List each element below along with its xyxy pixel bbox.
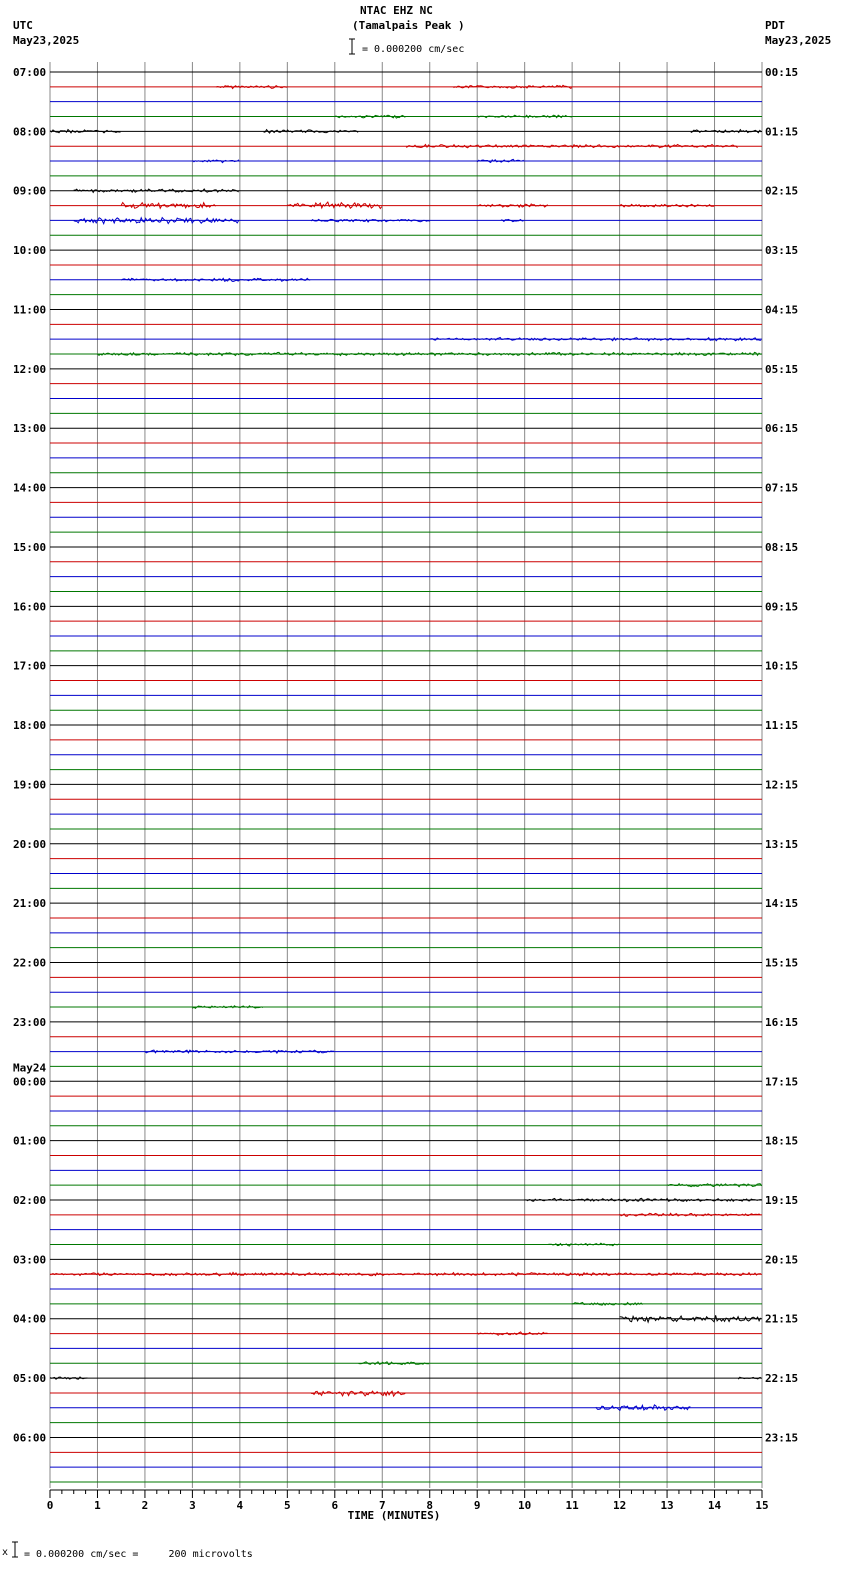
x-tick-label: 7 <box>378 1499 386 1512</box>
x-tick-label: 3 <box>189 1499 196 1512</box>
left-hour-label: 21:00 <box>13 897 47 911</box>
right-hour-label: 02:15 <box>765 184 799 198</box>
right-hour-label: 10:15 <box>765 659 799 673</box>
left-hour-label: 17:00 <box>13 659 47 673</box>
right-hour-label: 09:15 <box>765 600 799 614</box>
left-hour-label: 16:00 <box>13 600 47 614</box>
left-hour-label: 10:00 <box>13 244 47 258</box>
x-tick-label: 5 <box>284 1499 291 1512</box>
left-hour-label: 07:00 <box>13 66 47 79</box>
left-hour-label: 00:00 <box>13 1075 47 1089</box>
right-hour-label: 03:15 <box>765 244 799 258</box>
left-hour-label: 12:00 <box>13 362 47 376</box>
x-tick-label: 1 <box>94 1499 101 1512</box>
left-hour-label: 08:00 <box>13 125 47 139</box>
right-hour-label: 13:15 <box>765 837 799 851</box>
left-hour-label: 04:00 <box>13 1312 47 1326</box>
x-axis-label: TIME (MINUTES) <box>347 1509 441 1522</box>
left-hour-label: 06:00 <box>13 1431 47 1445</box>
left-hour-label: 01:00 <box>13 1134 47 1148</box>
footer-corner-mark: x <box>2 1547 9 1558</box>
left-hour-label: 13:00 <box>13 422 47 436</box>
right-hour-label: 11:15 <box>765 719 799 733</box>
x-tick-label: 9 <box>473 1499 481 1512</box>
right-hour-label: 00:15 <box>765 66 799 79</box>
date-change-label: May24 <box>13 1061 47 1075</box>
right-hour-label: 23:15 <box>765 1431 799 1445</box>
x-tick-label: 12 <box>612 1499 627 1512</box>
x-tick-label: 13 <box>660 1499 674 1512</box>
x-tick-label: 14 <box>707 1499 722 1512</box>
x-tick-label: 10 <box>518 1499 532 1512</box>
x-tick-label: 6 <box>331 1499 339 1512</box>
left-hour-label: 05:00 <box>13 1372 47 1386</box>
right-timezone: PDT <box>765 19 785 32</box>
trace-burst <box>311 1391 406 1396</box>
left-hour-label: 22:00 <box>13 956 47 970</box>
left-timezone: UTC <box>13 19 33 32</box>
site-line: (Tamalpais Peak ) <box>352 19 465 32</box>
x-tick-label: 2 <box>141 1499 149 1512</box>
right-hour-label: 01:15 <box>765 125 799 139</box>
left-hour-label: 19:00 <box>13 778 47 792</box>
left-hour-label: 02:00 <box>13 1194 47 1207</box>
right-hour-label: 18:15 <box>765 1134 799 1148</box>
trace-burst <box>548 1243 619 1246</box>
left-hour-label: 15:00 <box>13 540 47 554</box>
right-hour-label: 16:15 <box>765 1015 799 1029</box>
x-tick-label: 0 <box>46 1499 54 1512</box>
x-tick-label: 4 <box>236 1499 244 1512</box>
x-tick-label: 11 <box>565 1499 579 1512</box>
left-hour-label: 03:00 <box>13 1253 47 1267</box>
scale-label: = 0.000200 cm/sec <box>362 44 465 55</box>
right-hour-label: 19:15 <box>765 1194 799 1207</box>
left-hour-label: 20:00 <box>13 837 47 851</box>
right-hour-label: 14:15 <box>765 897 799 911</box>
right-hour-label: 21:15 <box>765 1312 799 1326</box>
right-hour-label: 20:15 <box>765 1253 799 1267</box>
left-hour-label: 14:00 <box>13 481 47 495</box>
right-date: May23,2025 <box>765 34 832 47</box>
footer-scale-note: = 0.000200 cm/sec = 200 microvolts <box>24 1549 253 1560</box>
left-hour-label: 18:00 <box>13 719 47 733</box>
right-hour-label: 12:15 <box>765 778 799 792</box>
left-hour-label: 09:00 <box>13 184 47 198</box>
station-line: NTAC EHZ NC <box>360 4 433 17</box>
x-tick-label: 15 <box>755 1499 769 1512</box>
left-date: May23,2025 <box>13 34 80 47</box>
right-hour-label: 04:15 <box>765 303 799 317</box>
right-hour-label: 05:15 <box>765 362 799 376</box>
trace-burst <box>50 1377 88 1379</box>
right-hour-label: 06:15 <box>765 422 799 436</box>
right-hour-label: 22:15 <box>765 1372 799 1386</box>
right-hour-label: 17:15 <box>765 1075 799 1089</box>
left-hour-label: 23:00 <box>13 1015 47 1029</box>
x-tick-label: 8 <box>426 1499 434 1512</box>
right-hour-label: 07:15 <box>765 481 799 495</box>
left-hour-label: 11:00 <box>13 303 47 317</box>
right-hour-label: 15:15 <box>765 956 799 970</box>
right-hour-label: 08:15 <box>765 540 799 554</box>
